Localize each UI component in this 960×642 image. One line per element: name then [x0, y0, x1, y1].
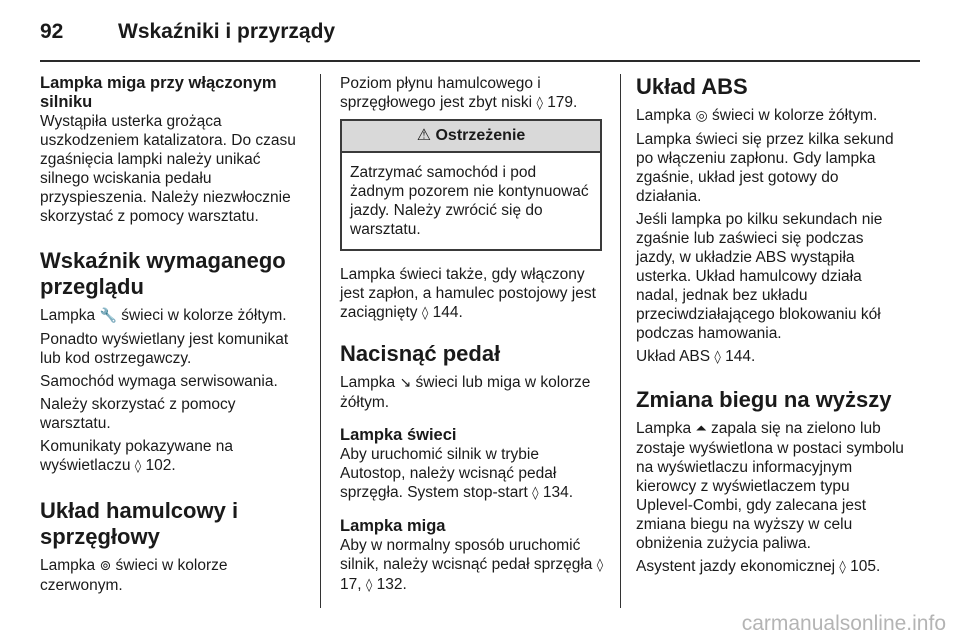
text-brake-lamp: Lampka ⊚ świeci w kolorze czerwonym. — [40, 557, 228, 594]
warning-header — [342, 121, 600, 153]
abs-icon: ◎ — [695, 108, 708, 124]
page-ref-link[interactable]: 132. — [376, 576, 407, 593]
column-divider-2 — [620, 74, 621, 608]
page-ref-icon: ◊ — [365, 578, 373, 593]
warning-box — [340, 119, 602, 251]
page-ref-icon: ◊ — [532, 486, 539, 501]
clutch-pedal-icon: ↘ — [399, 375, 412, 391]
text-abs-ref: Układ ABS ◊ 144. — [636, 348, 756, 365]
heading-lamp-blink: Lampka miga — [340, 517, 446, 535]
heading-press-pedal: Nacisnąć pedał — [340, 341, 501, 366]
heading-brake-system: Układ hamulcowy i sprzęgłowy — [40, 498, 239, 549]
page-ref-link[interactable]: 144. — [432, 304, 463, 321]
page-ref-link[interactable]: 179. — [547, 94, 578, 111]
heading-lamp-on: Lampka świeci — [340, 426, 457, 444]
text-service-display: Komunikaty pokazywane na wyświetlaczu ◊ 102. — [40, 438, 234, 474]
upshift-arrow-icon: ⏶ — [695, 421, 707, 437]
warning-text: Zatrzymać samochód i pod żadnym pozorem nie kontynuować jazdy. Należy zwrócić się do warsztatu. — [350, 164, 589, 238]
page-ref-icon: ◊ — [714, 350, 721, 365]
page-ref-icon: ◊ — [839, 560, 846, 575]
brake-warning-icon: ⊚ — [99, 558, 112, 574]
text-upshift-lamp: Lampka ⏶ zapala się na zielono lub zostaje wyświetlona w postaci symbolu na wyświetlaczu informacyjnym kierowcy z wyświetlaczem typu Uplevel-Combi, gdy zalecana jest zmiana biegu na wyższy w celu obniżenia zużycia paliwa. — [636, 420, 904, 552]
text-abs-fault: Jeśli lampka po kilku sekundach nie zgaśnie lub zaświeci się podczas jazdy, w układzie ABS wystąpiła usterka. Układ hamulcowy działa nadal, jednak bez układu przeciwdziałającego blokowaniu kół podczas hamowania. — [636, 211, 883, 342]
warning-title: Ostrzeżenie — [435, 127, 526, 144]
text-abs-lamp: Lampka ◎ świeci w kolorze żółtym. — [636, 107, 878, 124]
text-pedal-lamp: Lampka ↘ świeci lub miga w kolorze żółtym. — [340, 374, 591, 411]
watermark: carmanualsonline.info — [741, 612, 946, 635]
column-divider-1 — [320, 74, 321, 608]
page-ref-link[interactable]: 105. — [850, 558, 881, 575]
heading-upshift: Zmiana biegu na wyższy — [636, 387, 892, 412]
page-ref-icon: ◊ — [596, 558, 604, 573]
warning-triangle-icon: ⚠ — [416, 127, 432, 144]
heading-abs: Układ ABS — [636, 74, 748, 99]
text-service-message: Ponadto wyświetlany jest komunikat lub kod ostrzegawczy. — [40, 331, 289, 367]
text-lamp-on: Aby uruchomić silnik w trybie Autostop, należy wcisnąć pedał sprzęgła. System stop-start ◊ 134. — [340, 446, 574, 501]
page-ref-link[interactable]: 102. — [145, 457, 176, 474]
text-brake-fluid: Poziom płynu hamulcowego i sprzęgłowego jest zbyt niski ◊ 179. — [340, 75, 578, 111]
column-2 — [340, 74, 606, 599]
text-service-workshop: Należy skorzystać z pomocy warsztatu. — [40, 396, 236, 432]
text-lamp-blink: Aby w normalny sposób uruchomić silnik, należy wcisnąć pedał sprzęgła ◊ 17, ◊ 132. — [340, 537, 604, 593]
page-ref-icon: ◊ — [134, 459, 142, 474]
column-1 — [40, 74, 308, 599]
text-service-lamp: Lampka 🔧 świeci w kolorze żółtym. — [40, 307, 287, 324]
text-catalyst: Wystąpiła usterka grożąca uszkodzeniem katalizatora. Do czasu zgaśnięcia lampki należy unikać silnego wciskania pedału przyspieszenia. Należy niezwłocznie skorzystać z pomocy warsztatu. — [40, 113, 296, 225]
page-header — [40, 8, 920, 54]
page-title: Wskaźniki i przyrządy — [118, 20, 336, 43]
heading-service-indicator: Wskaźnik wymaganego przeglądu — [40, 248, 286, 299]
page-ref-link[interactable]: 134. — [542, 484, 574, 501]
text-abs-startup: Lampka świeci się przez kilka sekund po włączeniu zapłonu. Gdy lampka zgaśnie, układ jest gotowy do działania. — [636, 131, 894, 205]
page-ref-icon: ◊ — [536, 96, 543, 111]
page-ref-link[interactable]: 17, — [340, 576, 362, 593]
column-3 — [636, 74, 906, 581]
text-eco-assistant: Asystent jazdy ekonomicznej ◊ 105. — [636, 558, 881, 575]
text-parking-brake: Lampka świeci także, gdy włączony jest zapłon, a hamulec postojowy jest zaciągnięty ◊ 144. — [340, 266, 596, 321]
page-number: 92 — [40, 20, 64, 43]
text-service-required: Samochód wymaga serwisowania. — [40, 373, 278, 390]
header-rule — [40, 60, 920, 62]
service-wrench-icon: 🔧 — [99, 308, 117, 324]
heading-catalyst-blink: Lampka miga przy włączonym silniku — [40, 74, 277, 111]
page-ref-link[interactable]: 144. — [725, 348, 756, 365]
page-ref-icon: ◊ — [421, 306, 429, 321]
